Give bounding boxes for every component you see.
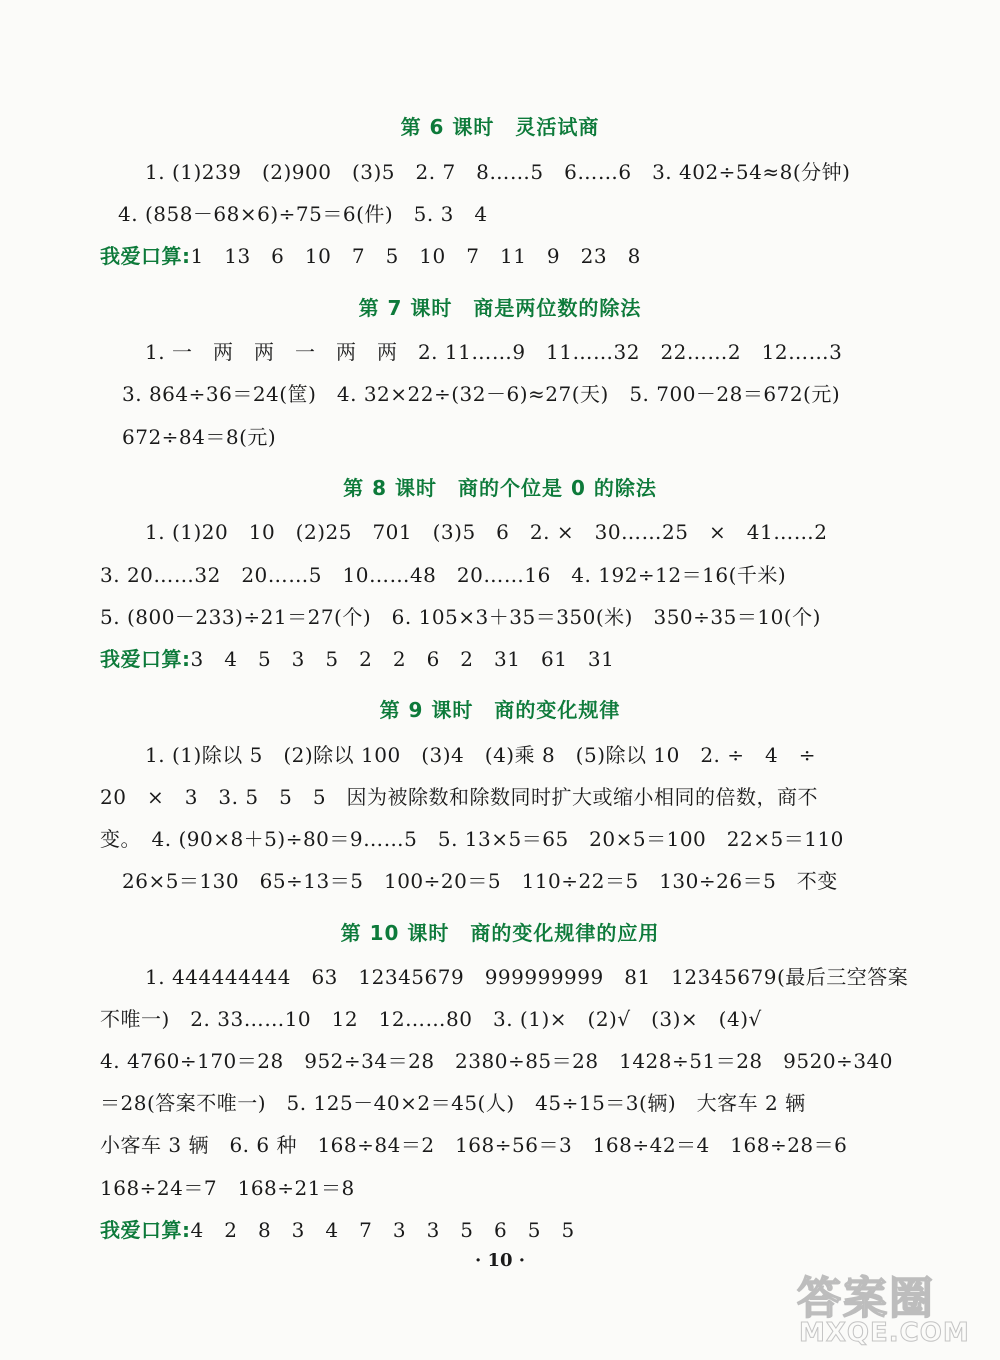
lesson-9-line-4: 26×5＝130 65÷13＝5 100÷20＝5 110÷22＝5 130÷26＝5 不变 <box>122 869 838 893</box>
lesson-10-line-2: 不唯一) 2. 33……10 12 12……80 3. (1)× (2)√ (3)× (4)√ <box>100 1007 762 1031</box>
lesson-9-line-1: 1. (1)除以 5 (2)除以 100 (3)4 (4)乘 8 (5)除以 10 2. ÷ 4 ÷ <box>145 743 816 767</box>
oral-calc-values: 3 4 5 3 5 2 2 6 2 31 61 31 <box>190 647 615 671</box>
lesson-10-line-1: 1. 444444444 63 12345679 999999999 81 12345679(最后三空答案 <box>145 965 909 989</box>
lesson-7-line-1: 1. 一 两 两 一 两 两 2. 11……9 11……32 22……2 12……3 <box>145 340 843 364</box>
lesson-8-line-1: 1. (1)20 10 (2)25 701 (3)5 6 2. × 30……25 × 41……2 <box>145 520 828 544</box>
oral-calc-label: 我爱口算: <box>100 647 191 671</box>
oral-calc-label: 我爱口算: <box>100 1218 191 1242</box>
lesson-7-title: 第 7 课时 商是两位数的除法 <box>358 296 642 320</box>
lesson-8-line-2: 3. 20……32 20……5 10……48 20……16 4. 192÷12＝16(千米) <box>100 563 787 587</box>
watermark-url: MXQE.COM <box>799 1318 970 1348</box>
page-number: · 10 · <box>474 1250 526 1271</box>
lesson-8-oral-row <box>100 645 900 673</box>
lesson-10-line-5: 小客车 3 辆 6. 6 种 168÷84＝2 168÷56＝3 168÷42＝4 168÷28＝6 <box>100 1133 848 1157</box>
lesson-9-title: 第 9 课时 商的变化规律 <box>379 698 621 722</box>
lesson-9-line-3: 变。 4. (90×8＋5)÷80＝9……5 5. 13×5＝65 20×5＝100 22×5＝110 <box>100 827 844 851</box>
lesson-9-line-2: 20 × 3 3. 5 5 5 因为被除数和除数同时扩大或缩小相同的倍数，商不 <box>100 785 819 809</box>
oral-calc-values: 4 2 8 3 4 7 3 3 5 6 5 5 <box>190 1218 575 1242</box>
lesson-6-line-2: 4. (858－68×6)÷75＝6(件) 5. 3 4 <box>118 202 488 226</box>
lesson-7-line-2: 3. 864÷36＝24(筐) 4. 32×22÷(32－6)≈27(天) 5. 700－28＝672(元) <box>122 382 841 406</box>
lesson-6-line-1: 1. (1)239 (2)900 (3)5 2. 7 8……5 6……6 3. 402÷54≈8(分钟) <box>145 160 851 184</box>
watermark-text: 答案圈 <box>797 1273 935 1324</box>
oral-calc-values: 1 13 6 10 7 5 10 7 11 9 23 8 <box>190 244 641 268</box>
lesson-6-title: 第 6 课时 灵活试商 <box>400 115 600 139</box>
lesson-10-line-6: 168÷24＝7 168÷21＝8 <box>100 1176 355 1200</box>
lesson-7-line-3: 672÷84＝8(元) <box>122 425 277 449</box>
lesson-10-title: 第 10 课时 商的变化规律的应用 <box>340 921 660 945</box>
lesson-8-line-3: 5. (800－233)÷21＝27(个) 6. 105×3＋35＝350(米) 350÷35＝10(个) <box>100 605 821 629</box>
lesson-10-oral-row <box>100 1216 900 1244</box>
lesson-10-line-3: 4. 4760÷170＝28 952÷34＝28 2380÷85＝28 1428÷51＝28 9520÷340 <box>100 1049 893 1073</box>
oral-calc-label: 我爱口算: <box>100 244 191 268</box>
lesson-10-line-4: ＝28(答案不唯一) 5. 125－40×2＝45(人) 45÷15＝3(辆) 大客车 2 辆 <box>100 1091 806 1115</box>
lesson-8-title: 第 8 课时 商的个位是 0 的除法 <box>343 476 657 500</box>
lesson-6-oral-row <box>100 242 900 270</box>
watermark-logo <box>797 1262 972 1354</box>
